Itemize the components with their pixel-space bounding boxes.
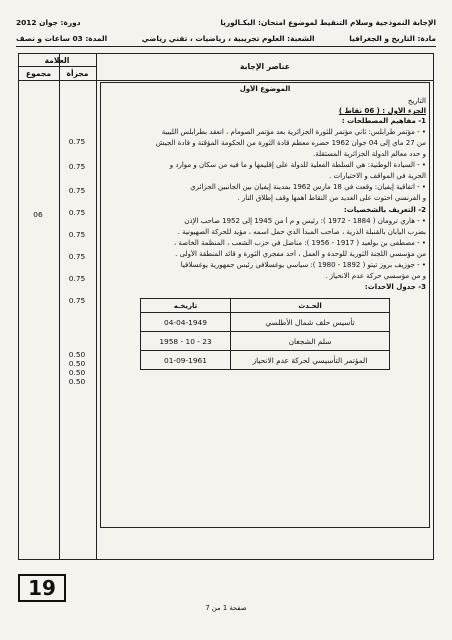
partial-score: 0.75 <box>68 274 86 283</box>
answer-elements-header: عناصر الإجابة <box>240 62 290 71</box>
date-cell: 23 - 10 - 1958 <box>141 332 231 351</box>
exam-title: الإجابة النموذجية وسلام التنقيط لموضوع امتحان: البكـالوريا <box>220 18 436 27</box>
grid-divider-partial <box>96 53 97 560</box>
table-row <box>141 313 390 332</box>
grid-row-mark <box>18 66 96 67</box>
partial-header: مجزأة <box>66 69 89 78</box>
date-cell: 04-04-1949 <box>141 313 231 332</box>
answer-line: و الفرنسي احتوت على العديد من النقاط أهمها وقف إطلاق النار . <box>237 194 426 202</box>
answer-line: الحرية في المواقف و الاختيارات . <box>329 172 426 180</box>
topic-title: الموضوع الأول <box>239 85 291 93</box>
events-table-header <box>141 299 390 313</box>
answer-line: • - هاري ترومان ( 1884 - 1972 ): رئيس و م أ من 1945 إلى 1952 صاحب الإذن <box>184 217 426 225</box>
partial-score: 0.50 <box>68 350 86 359</box>
question-3-heading: 3- جدول الأحداث: <box>364 283 426 291</box>
answer-line: • - اتفاقية إيفيان: وقعت في 18 مارس 1962 بمدينة إيفيان بين الجانبين الجزائري <box>190 183 426 191</box>
answer-line: من مؤسسي اللجنة الثورية للوحدة و العمل ، أحد مفجري الثورة و قائد المنطقة الأولى . <box>175 250 426 258</box>
answer-line: • - السيادة الوطنية: هي السلطة الفعلية للدولة على إقليمها و ما فيه من سكان و موارد و <box>169 161 426 169</box>
exam-header-row-2 <box>16 34 436 43</box>
partial-score: 0.75 <box>68 186 86 195</box>
events-table <box>140 298 390 370</box>
event-cell: تأسيس حلف شمال الأطلسي <box>231 313 390 332</box>
partial-score: 0.50 <box>68 377 86 386</box>
date-column-header: تاريخـه <box>141 299 231 313</box>
answer-line: • - مؤتمر طرابلس: ثاني مؤتمر للثورة الجزائرية بعد مؤتمر الصومام ، انعقد بطرابلس الليبية <box>161 128 426 136</box>
partial-score: 0.75 <box>68 296 86 305</box>
question-2-heading: 2- التعريف بالشخصيات: <box>343 206 426 214</box>
exam-subject: مادة: التاريخ و الجغرافيا <box>349 34 436 43</box>
grid-divider-total <box>59 53 60 560</box>
exam-streams: الشعبة: العلوم تجريبية ، رياضيات ، تقني رياضي <box>141 34 315 43</box>
section-history: التاريخ <box>407 97 426 105</box>
answer-line: بضرب اليابان بالقنبلة الذرية ، صاحب المبدأ الذي حمل اسمه ، مؤيد للحركة الصهيونية . <box>177 228 426 236</box>
total-header: مجموع <box>25 69 52 78</box>
event-column-header: الحـدث <box>231 299 390 313</box>
table-row <box>141 332 390 351</box>
page-number-badge: 19 <box>18 574 66 602</box>
exam-session: دورة: جوان 2012 <box>16 18 81 27</box>
partial-score: 0.75 <box>68 230 86 239</box>
answer-line: • - مصطفى بن بولعيد ( 1917 - 1956 ): مناضل في حزب الشعب ، المنظمة الخاصة ، <box>173 239 426 247</box>
grid-header-bottom <box>18 80 434 81</box>
answer-line: و حدد معالم الدولة الجزائرية المستقلة. <box>313 150 426 158</box>
event-cell: المؤتمر التأسيسي لحركة عدم الانحياز <box>231 351 390 370</box>
header-rule <box>16 46 436 47</box>
exam-duration: المدة: 03 ساعات و نصف <box>16 34 108 43</box>
partial-score: 0.75 <box>68 137 86 146</box>
exam-header-row-1 <box>16 18 436 27</box>
total-score: 06 <box>33 210 43 219</box>
page-footer: صفحة 1 من 7 <box>205 604 247 612</box>
event-cell: سلم الشجعان <box>231 332 390 351</box>
partial-score: 0.75 <box>68 208 86 217</box>
question-1-heading: 1- مفاهيم المصطلحات : <box>341 117 426 125</box>
date-cell: 01-09-1961 <box>141 351 231 370</box>
answer-line: • - جوزيف بروز تيتو ( 1892 - 1980 ): سياسي يوغسلافي رئيس جمهورية يوغسلافيا <box>180 261 426 269</box>
answer-line: و من مؤسسي حركة عدم الانحياز . <box>325 272 426 280</box>
partial-score: 0.50 <box>68 368 86 377</box>
answer-line: من 27 ماي إلى 04 جوان 1962 حضره معظم قادة الثورة من الحكومة المؤقتة و قادة الجيش <box>155 139 426 147</box>
partial-score: 0.75 <box>68 162 86 171</box>
partial-score: 0.75 <box>68 252 86 261</box>
part-one-heading: الجزء الأول : ( 06 نقاط ) <box>338 107 426 115</box>
partial-score: 0.50 <box>68 359 86 368</box>
mark-header: العلامة <box>44 56 70 65</box>
table-row <box>141 351 390 370</box>
